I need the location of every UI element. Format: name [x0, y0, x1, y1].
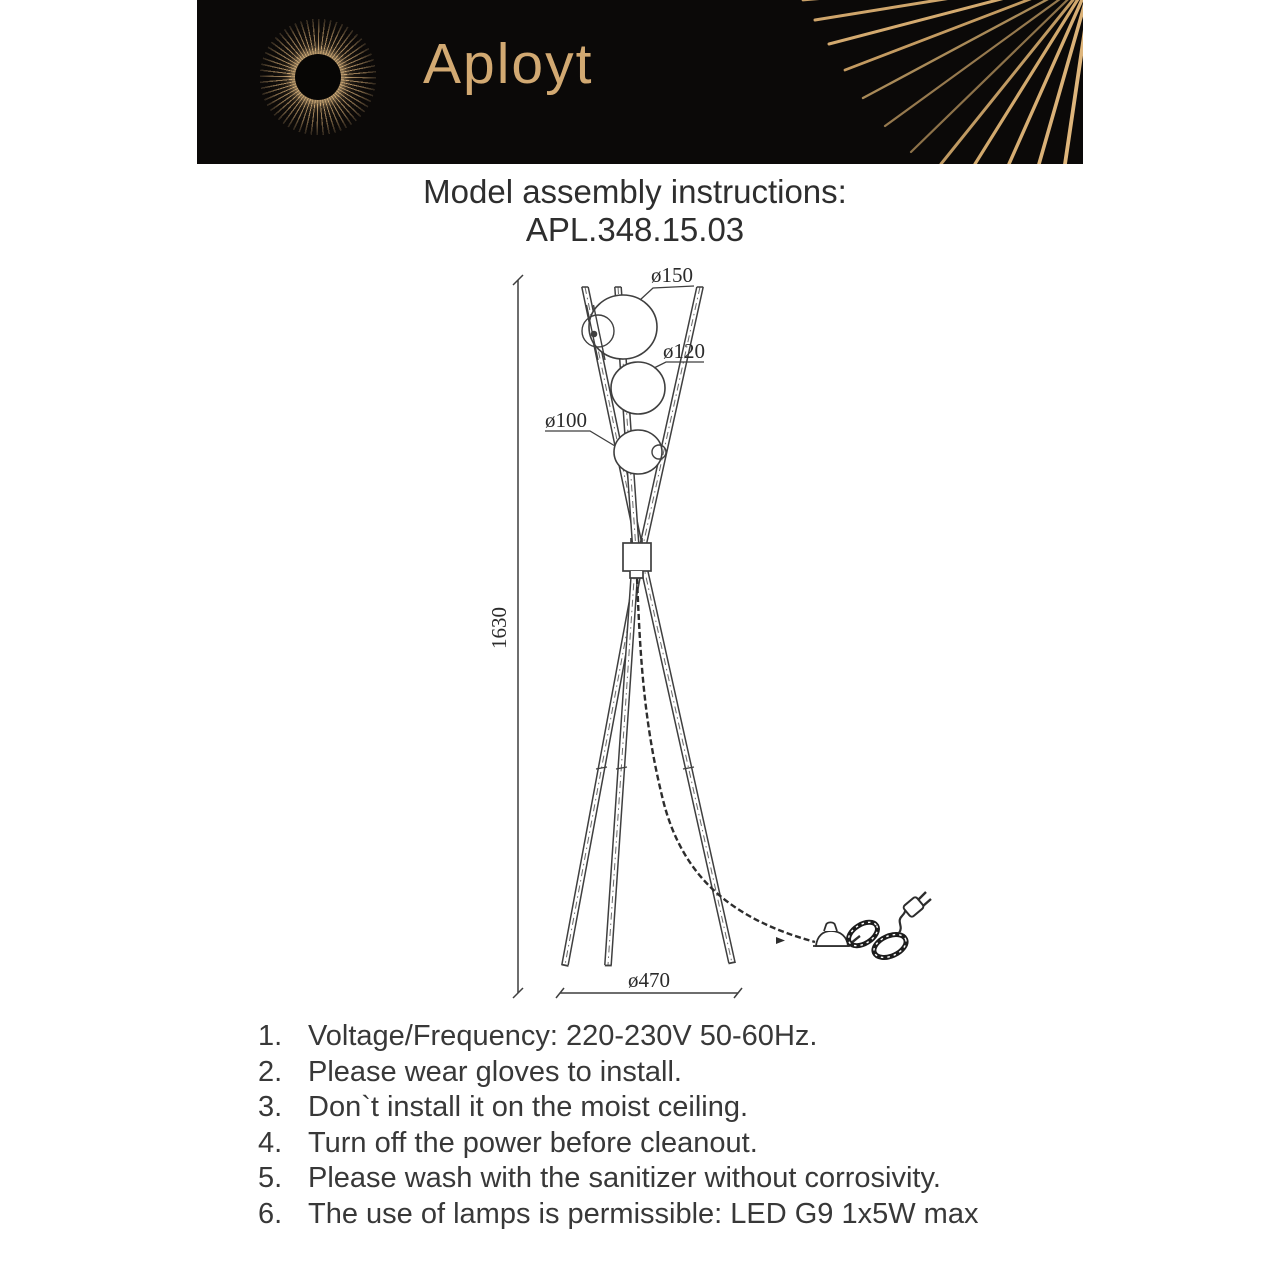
shade-large-label: ø150 [651, 263, 693, 287]
item-text: Please wash with the sanitizer without corrosivity. [308, 1162, 941, 1194]
item-text: Don`t install it on the moist ceiling. [308, 1091, 749, 1123]
page-title [0, 173, 1270, 249]
coiled-cord [844, 908, 909, 962]
shade-medium [611, 362, 665, 414]
item-number: 2. [258, 1055, 283, 1088]
list-item [258, 1197, 1108, 1233]
list-item [258, 1090, 1108, 1126]
shade-large [589, 295, 657, 359]
item-number: 3. [258, 1091, 283, 1123]
item-number: 5. [258, 1162, 283, 1194]
foot-switch [813, 922, 850, 946]
height-dimension-label: 1630 [487, 607, 511, 649]
shade-medium-label: ø120 [663, 339, 705, 363]
starburst-core [295, 54, 341, 100]
item-text: Turn off the power before cleanout. [308, 1126, 758, 1159]
item-number: 4. [258, 1126, 283, 1159]
item-text: Voltage/Frequency: 220-230V 50-60Hz. [308, 1020, 818, 1052]
power-plug-icon [902, 892, 931, 918]
item-number: 6. [258, 1197, 283, 1230]
instruction-list [258, 1019, 1108, 1232]
height-dimension [513, 275, 523, 998]
brand-banner [197, 0, 1083, 164]
list-item [258, 1055, 1108, 1091]
shade-small-label: ø100 [545, 408, 587, 432]
title-line2-model-number: APL.348.15.03 [525, 211, 745, 248]
lamp-technical-drawing [450, 250, 950, 1020]
list-item [258, 1161, 1108, 1197]
rays-decoration-icon [763, 0, 1083, 164]
starburst-icon [260, 19, 376, 135]
power-cord [637, 578, 815, 944]
brand-name: Aployt [423, 32, 594, 96]
item-text: The use of lamps is permissible: LED G9 1x5W max [308, 1197, 979, 1230]
base-dimension-label: ø470 [628, 968, 670, 992]
title-line1: Model assembly instructions: [423, 173, 847, 210]
shade-small [614, 430, 662, 474]
item-text: Please wear gloves to install. [308, 1055, 682, 1088]
list-item [258, 1126, 1108, 1162]
list-item [258, 1019, 1108, 1055]
item-number: 1. [258, 1020, 283, 1052]
